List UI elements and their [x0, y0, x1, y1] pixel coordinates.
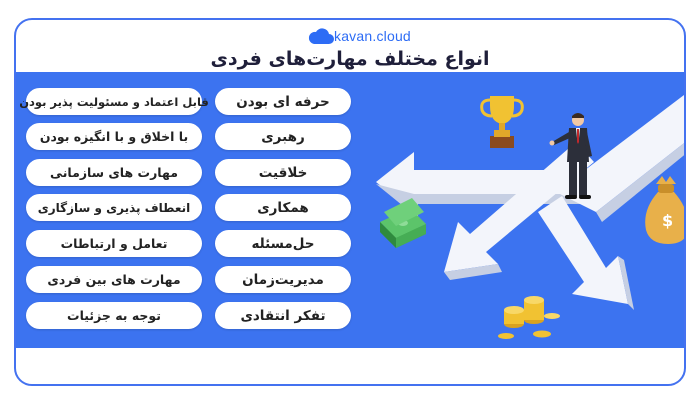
infographic-frame: [14, 18, 686, 386]
skill-pill-right: حرفه ای بودن: [215, 88, 351, 115]
skill-pill-right: تفکر انتقادی: [215, 302, 351, 329]
money-bag-icon: [645, 176, 684, 244]
skill-pill-left: با اخلاق و با انگیزه بودن: [26, 123, 202, 150]
crossroad-arrows-icon: [376, 92, 684, 310]
skill-pill-right: همکاری: [215, 194, 351, 221]
skills-panel: [16, 72, 684, 348]
trophy-icon: [482, 96, 523, 148]
page-title: انواع مختلف مهارت‌های فردی: [210, 48, 490, 70]
crossroads-illustration: [366, 72, 684, 348]
skill-pill-left: قابل اعتماد و مسئولیت پذیر بودن: [26, 88, 202, 115]
logo-text: kavan.cloud: [334, 28, 411, 44]
skill-pill-left: مهارت های بین فردی: [26, 266, 202, 293]
skill-pill-right: مدیریت‌زمان: [215, 266, 351, 293]
skill-pill-right: حل‌مسئله: [215, 230, 351, 257]
skill-pill-right: رهبری: [215, 123, 351, 150]
coins-icon: [498, 296, 560, 339]
skill-pill-right: خلاقیت: [215, 159, 351, 186]
cloud-icon: [308, 27, 334, 45]
skill-pill-left: مهارت های سازمانی: [26, 159, 202, 186]
skill-pill-left: تعامل و ارتباطات: [26, 230, 202, 257]
skill-pill-left: انعطاف پذیری و سازگاری: [26, 194, 202, 221]
svg-text:$: $: [662, 211, 674, 230]
skill-pill-left: توجه به جزئیات: [26, 302, 202, 329]
money-stack-icon: [380, 198, 426, 248]
